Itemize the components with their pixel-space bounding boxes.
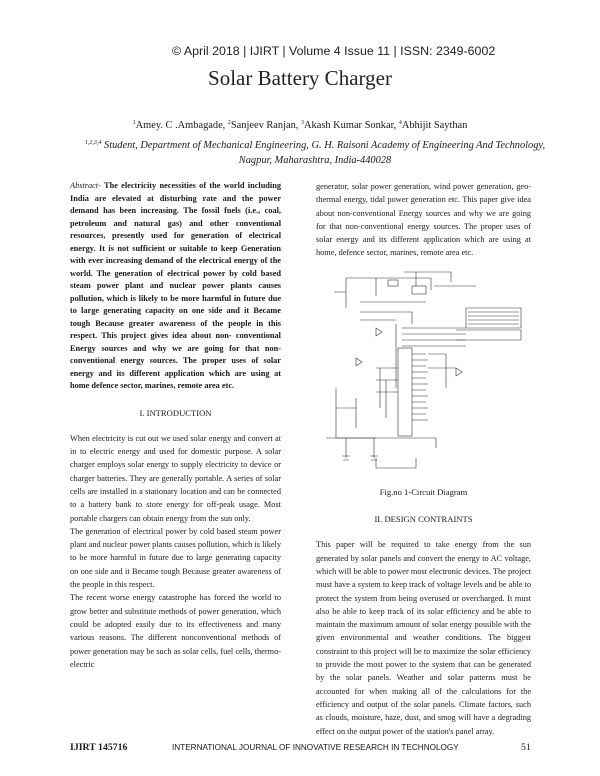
intro-paragraph: The generation of electrical power by cold based steam power plant and nuclear power plants causes pollution, which is likely to be more harmful in future due to large generating capacity on one side and it Became tough Because greater awareness of the people in this respect. xyxy=(70,526,281,590)
author-name: Akash Kumar Sonkar, xyxy=(304,120,399,131)
intro-paragraph: When electricity is cut out we used solar energy and convert at in to electric energy and used for domestic purpose. A solar charger employs solar energy to supply electricity to device or charger batteries. They are generally portable. A series of solar cells are installed in a stationary location and can be connected to a battery bank to store energy for off-peak usage. Most portable chargers can obtain energy from the sun only. xyxy=(70,433,281,523)
author-sup: 2 xyxy=(227,120,231,126)
circuit-diagram-figure xyxy=(316,268,531,484)
figure-caption: Fig.no 1-Circuit Diagram xyxy=(379,486,468,497)
author-name: Sanjeev Ranjan, xyxy=(230,120,302,131)
footer-journal-name: INTERNATIONAL JOURNAL OF INNOVATIVE RESEARCH IN TECHNOLOGY xyxy=(172,743,459,752)
intro-continuation: generator, solar power generation, wind power generation, geo-thermal energy, tidal power generation etc. This paper give idea about non-conventional Energy sources and why we are going for that non-conventional energy sources. The proper uses of solar energy and its different application which are using at home, defence sector, marines, remote area etc. xyxy=(316,182,531,258)
abstract-text: The electricity necessities of the world including India are elevated at disturbing rate and the power demand has been increasing. The fossil fuels (i.e., coal, petroleum and natural gas) and other conventional resources, presently used for generation of electrical energy. It is not sufficient or suitable to keep Generation with ever increasing demand of the electrical energy of the world. The generation of electrical power by cold based steam power plant and nuclear power plants causes pollution, which is likely to be more harmful in future due to large generating capacity on one side and it Became tough Because greater awareness of the people in this respect. This project gives idea about non- conventional Energy sources and why we are going for that non-conventional energy sources. The proper uses of solar energy and its different application which are using at home defence sector, marines, remote area etc. xyxy=(70,181,281,390)
left-column xyxy=(70,180,281,671)
design-paragraph: This paper will be required to take energy from the sun generated by solar panels and convert the energy to AC voltage, which will be able to power most electronic devices. The project must have a system to keep track of voltage levels and be able to protect the system from being overused or overcharged. It must also be able to keep track of its solar efficiency and be able to maintain the maximum amount of solar energy possible with the given environmental and weather conditions. The biggest constraint to this project will be to maximize the solar efficiency to provide the most power to the system that can be generated by the solar panels. Weather and solar patterns must be accounted for when making all of the calculations for the efficiency and output of the solar panels. Climate factors, such as clouds, moisture, haze, dust, and smog will have a degrading effect on the output power of the station's panel array. xyxy=(316,540,531,736)
intro-paragraph: The recent worse energy catastrophe has forced the world to grow better and substitute methods of power generation, which could be adopted easily due to its effectiveness and many various reasons. The different nonconventional methods of power generation may be such as solar cells, fuel cells, thermo-electric xyxy=(70,593,281,669)
author-list xyxy=(0,120,600,131)
page-number: 51 xyxy=(521,742,531,753)
author-sup: 3 xyxy=(301,120,305,126)
author-name: Amey. C .Ambagade, xyxy=(135,120,228,131)
circuit-diagram xyxy=(316,268,531,484)
author-name: Abhijit Saythan xyxy=(401,120,468,131)
design-heading: II. DESIGN CONTRAINTS xyxy=(374,514,473,525)
author-sup: 1 xyxy=(132,120,136,126)
abstract xyxy=(70,180,281,393)
author-affiliation xyxy=(70,136,560,168)
right-column xyxy=(316,180,531,738)
paper-title: Solar Battery Charger xyxy=(208,66,392,90)
author-sup: 4 xyxy=(398,120,402,126)
affiliation-sup: 1,2,3,4 xyxy=(84,140,102,146)
abstract-label: Abstract- xyxy=(70,181,101,190)
journal-citation-header: © April 2018 | IJIRT | Volume 4 Issue 11 | ISSN: 2349-6002 xyxy=(172,44,496,58)
footer-paper-id: IJIRT 145716 xyxy=(70,742,128,753)
affiliation-text: Student, Department of Mechanical Engineering, G. H. Raisoni Academy of Engineering And Technology, Nagpur, Maharashtra, India-440028 xyxy=(101,140,546,166)
introduction-heading: I. INTRODUCTION xyxy=(139,407,212,418)
